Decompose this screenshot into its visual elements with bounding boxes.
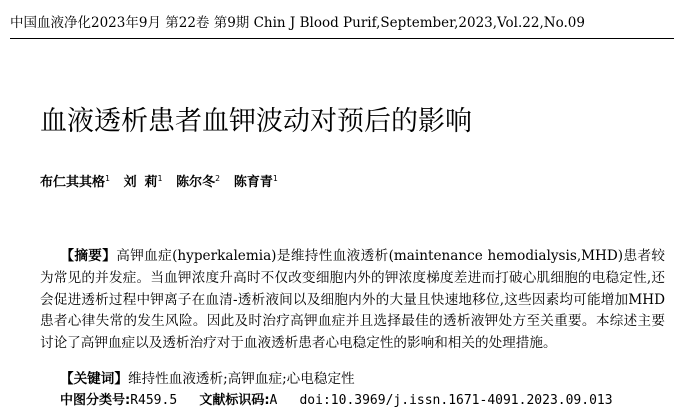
clc-label: 中图分类号: — [60, 393, 131, 408]
doi-value: 10.3969/j.issn.1671-4091.2023.09.013 — [330, 393, 613, 408]
author-name: 刘 莉 — [123, 175, 158, 190]
clc-value: R459.5 — [130, 393, 178, 408]
abstract-paragraph — [40, 246, 665, 355]
keywords-label: 【关键词】 — [60, 371, 128, 387]
author-name: 陈育青 — [233, 175, 273, 190]
article-title: 血液透析患者血钾波动对预后的影响 — [40, 106, 472, 137]
journal-citation-header: 中国血液净化2023年9月 第22卷 第9期 Chin J Blood Purif,September,2023,Vol.22,No.09 — [10, 15, 585, 31]
keywords-line — [60, 370, 355, 388]
abstract-label: 【摘要】 — [60, 248, 117, 264]
author-affiliation: 1 — [272, 174, 278, 183]
classification-line — [60, 392, 631, 410]
doc-code-label: 文献标识码: — [199, 393, 270, 408]
author-affiliation: 1 — [105, 174, 110, 183]
keywords-text: 维持性血液透析;高钾血症;心电稳定性 — [127, 371, 355, 387]
doi-label: doi: — [299, 393, 331, 408]
author-list — [40, 170, 284, 192]
header-divider — [10, 38, 674, 39]
author-name: 布仁其其格 — [40, 175, 106, 190]
doc-code-value: A — [269, 393, 278, 408]
author-affiliation: 1 — [157, 174, 163, 183]
abstract-text: 高钾血症(hyperkalemia)是维持性血液透析(maintenance hemodialysis,MHD)患者较为常见的并发症。当血钾浓度升高时不仅改变细胞内外的钾浓度梯度差进而打破心肌细胞的电稳定性,还会促进透析过程中钾离子在血清-透析液间以及细胞内外的大量且快速地移位,这些因素均可能增加MHD患者心律失常的发生风险。因此及时治疗高钾血症并且选择最佳的透析液钾处方至关重要。本综述主要讨论了高钾血症以及透析治疗对于血液透析患者心电稳定性的影响和相关的处理措施。 — [40, 248, 666, 352]
author-name: 陈尔冬 — [176, 175, 216, 190]
author-affiliation: 2 — [215, 174, 220, 183]
